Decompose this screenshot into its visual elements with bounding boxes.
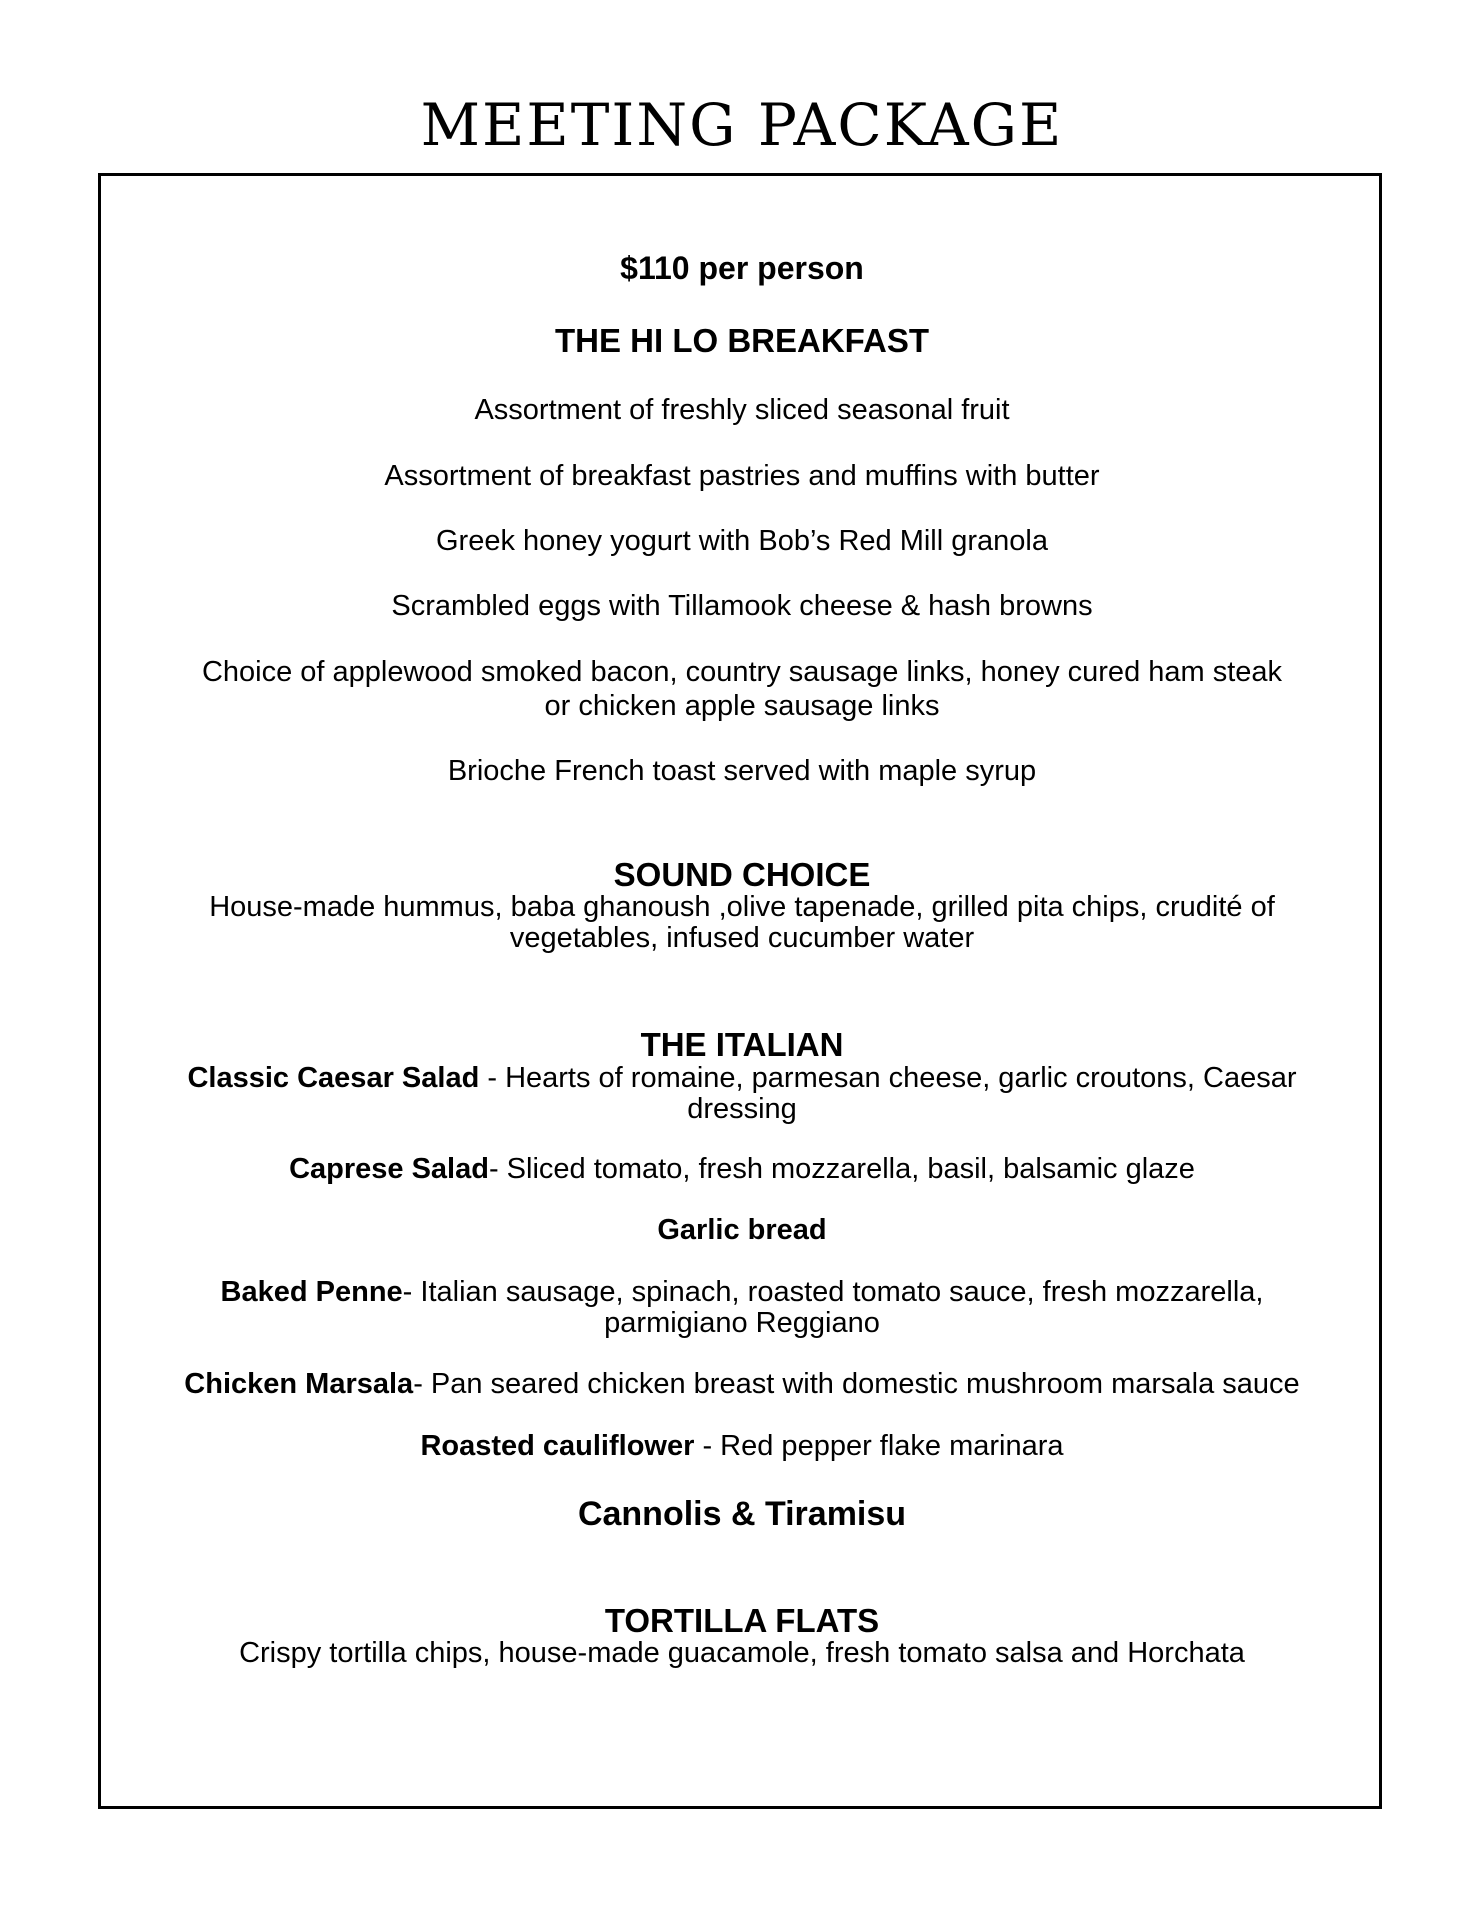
breakfast-item-pastries: Assortment of breakfast pastries and muffins with butter (384, 460, 1100, 492)
italian-caesar-cont: dressing (687, 1093, 797, 1125)
sound-choice-desc: House-made hummus, baba ghanoush ,olive tapenade, grilled pita chips, crudité of (209, 891, 1275, 923)
italian-marsala (0, 1368, 1484, 1401)
caprese-desc: - Sliced tomato, fresh mozzarella, basil, balsamic glaze (488, 1153, 1195, 1185)
breakfast-item-meat-cont: or chicken apple sausage links (544, 690, 940, 722)
breakfast-heading: THE HI LO BREAKFAST (554, 322, 929, 359)
penne-name: Baked Penne (220, 1276, 403, 1308)
italian-caprese (0, 1153, 1484, 1186)
sound-choice-heading: SOUND CHOICE (613, 856, 871, 893)
marsala-name: Chicken Marsala (184, 1368, 414, 1400)
italian-caesar (0, 1062, 1484, 1095)
breakfast-item-fruit: Assortment of freshly sliced seasonal fruit (474, 394, 1010, 426)
breakfast-item-yogurt: Greek honey yogurt with Bob’s Red Mill granola (435, 525, 1048, 557)
tortilla-desc: Crispy tortilla chips, house-made guacamole, fresh tomato salsa and Horchata (239, 1637, 1245, 1669)
marsala-desc: - Pan seared chicken breast with domestic mushroom marsala sauce (413, 1368, 1300, 1400)
sound-choice-desc-cont: vegetables, infused cucumber water (509, 922, 975, 954)
penne-desc: - Italian sausage, spinach, roasted tomato sauce, fresh mozzarella, (402, 1276, 1264, 1308)
caprese-name: Caprese Salad (289, 1153, 489, 1185)
page-title: MEETING PACKAGE (420, 91, 1064, 159)
price-per-person: $110 per person (620, 250, 864, 286)
breakfast-item-meat: Choice of applewood smoked bacon, country sausage links, honey cured ham steak (201, 656, 1283, 688)
breakfast-item-eggs: Scrambled eggs with Tillamook cheese & hash browns (391, 590, 1093, 622)
italian-garlic-bread: Garlic bread (657, 1214, 827, 1246)
caesar-name: Classic Caesar Salad (187, 1062, 480, 1094)
italian-penne (0, 1276, 1484, 1309)
caesar-desc: - Hearts of romaine, parmesan cheese, garlic croutons, Caesar (479, 1062, 1297, 1094)
italian-cauliflower (0, 1430, 1484, 1463)
italian-penne-cont: parmigiano Reggiano (604, 1307, 880, 1339)
cauliflower-name: Roasted cauliflower (420, 1430, 695, 1462)
breakfast-item-french-toast: Brioche French toast served with maple syrup (447, 755, 1037, 787)
tortilla-heading: TORTILLA FLATS (604, 1602, 880, 1639)
italian-dessert: Cannolis & Tiramisu (577, 1495, 907, 1533)
cauliflower-desc: - Red pepper flake marinara (694, 1430, 1064, 1462)
italian-heading: THE ITALIAN (640, 1026, 844, 1063)
